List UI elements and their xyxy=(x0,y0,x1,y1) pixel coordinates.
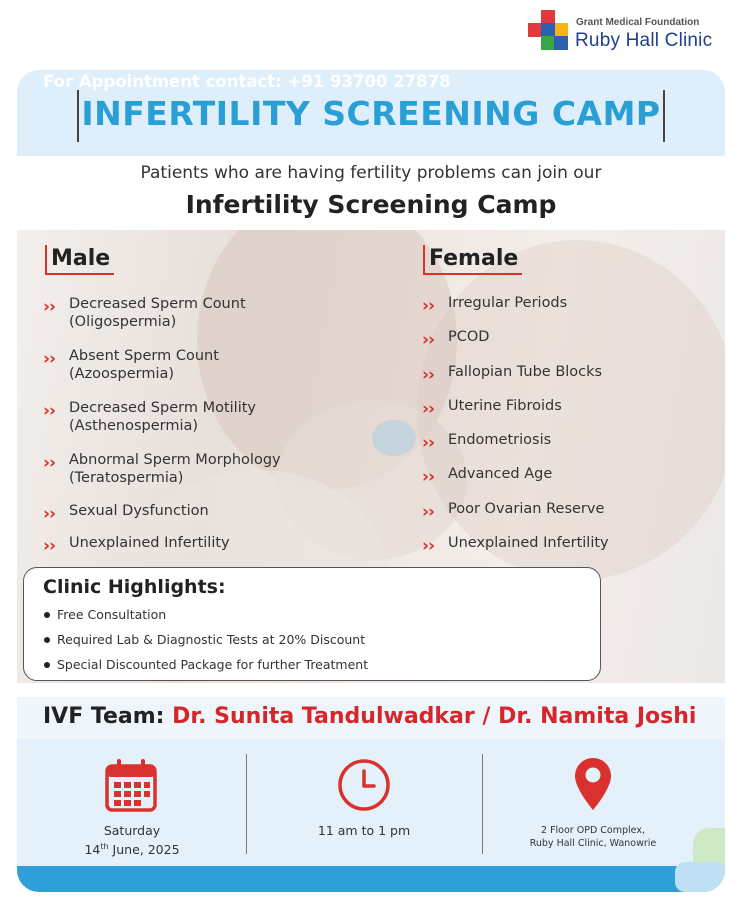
chevron-right-icon: › › xyxy=(43,401,57,421)
female-item: › › Advanced Age xyxy=(422,466,553,487)
male-item: › › Abnormal Sperm Morphology (Teratospermia) xyxy=(43,452,281,486)
female-item: › › Uterine Fibroids xyxy=(422,398,562,419)
intro-title: Infertility Screening Camp xyxy=(185,190,557,219)
intro-text: Patients who are having fertility problems can join our xyxy=(140,163,602,183)
chevron-right-icon: › › xyxy=(422,365,436,385)
female-heading: Female xyxy=(423,245,522,275)
female-item: › › Endometriosis xyxy=(422,432,552,453)
info-divider xyxy=(482,754,483,854)
highlight-item: Special Discounted Package for further Treatment xyxy=(44,657,368,672)
chevron-right-icon: › › xyxy=(422,502,436,522)
chevron-right-icon: › › xyxy=(43,504,57,524)
bullet-icon xyxy=(44,662,50,668)
info-divider xyxy=(246,754,247,854)
event-time: 11 am to 1 pm xyxy=(317,823,411,838)
chevron-right-icon: › › xyxy=(422,467,436,487)
ivf-team-label: IVF Team: xyxy=(43,704,165,729)
ruby-hall-logo xyxy=(528,10,733,54)
page-title: INFERTILITY SCREENING CAMP xyxy=(81,94,661,133)
chevron-right-icon: › › xyxy=(43,297,57,317)
logo-clinic-name: Ruby Hall Clinic xyxy=(575,30,713,51)
chevron-right-icon: › › xyxy=(422,399,436,419)
ivf-team-doctors: Dr. Sunita Tandulwadkar / Dr. Namita Joshi xyxy=(172,704,697,729)
appointment-footer xyxy=(17,866,725,892)
male-item: › › Decreased Sperm Motility (Asthenospermia) xyxy=(43,400,256,434)
male-item: › › Unexplained Infertility xyxy=(43,535,230,556)
chevron-right-icon: › › xyxy=(43,453,57,473)
cross-logo-icon xyxy=(528,10,568,50)
calendar-icon xyxy=(105,758,157,812)
bullet-icon xyxy=(44,612,50,618)
event-venue: 2 Floor OPD Complex, Ruby Hall Clinic, Wanowrie xyxy=(529,825,657,849)
chevron-right-icon: › › xyxy=(422,330,436,350)
highlights-title: Clinic Highlights: xyxy=(43,576,226,598)
male-item: › › Decreased Sperm Count (Oligospermia) xyxy=(43,296,246,330)
male-item: › › Absent Sperm Count (Azoospermia) xyxy=(43,348,219,382)
female-item: › › Poor Ovarian Reserve xyxy=(422,501,605,522)
corner-decoration xyxy=(675,862,725,892)
chevron-right-icon: › › xyxy=(422,433,436,453)
chevron-right-icon: › › xyxy=(43,349,57,369)
female-item: › › Irregular Periods xyxy=(422,295,568,316)
chevron-right-icon: › › xyxy=(422,536,436,556)
appointment-contact[interactable]: For Appointment contact: +91 93700 27878 xyxy=(43,72,451,91)
chevron-right-icon: › › xyxy=(422,296,436,316)
clinic-highlights-box xyxy=(23,567,601,681)
highlight-item: Required Lab & Diagnostic Tests at 20% Discount xyxy=(44,632,365,647)
female-item: › › Fallopian Tube Blocks xyxy=(422,364,603,385)
chevron-right-icon: › › xyxy=(43,536,57,556)
camp-card xyxy=(17,70,725,892)
male-item: › › Sexual Dysfunction xyxy=(43,503,209,524)
female-item: › › PCOD xyxy=(422,329,490,350)
ivf-team xyxy=(43,704,696,729)
event-date: Saturday 14th June, 2025 xyxy=(84,823,180,858)
logo-org-name: Grant Medical Foundation xyxy=(576,17,700,28)
bullet-icon xyxy=(44,637,50,643)
female-item: › › Unexplained Infertility xyxy=(422,535,609,556)
clock-icon xyxy=(337,758,391,812)
highlight-item: Free Consultation xyxy=(44,607,166,622)
location-pin-icon xyxy=(573,756,613,812)
male-heading: Male xyxy=(45,245,114,275)
